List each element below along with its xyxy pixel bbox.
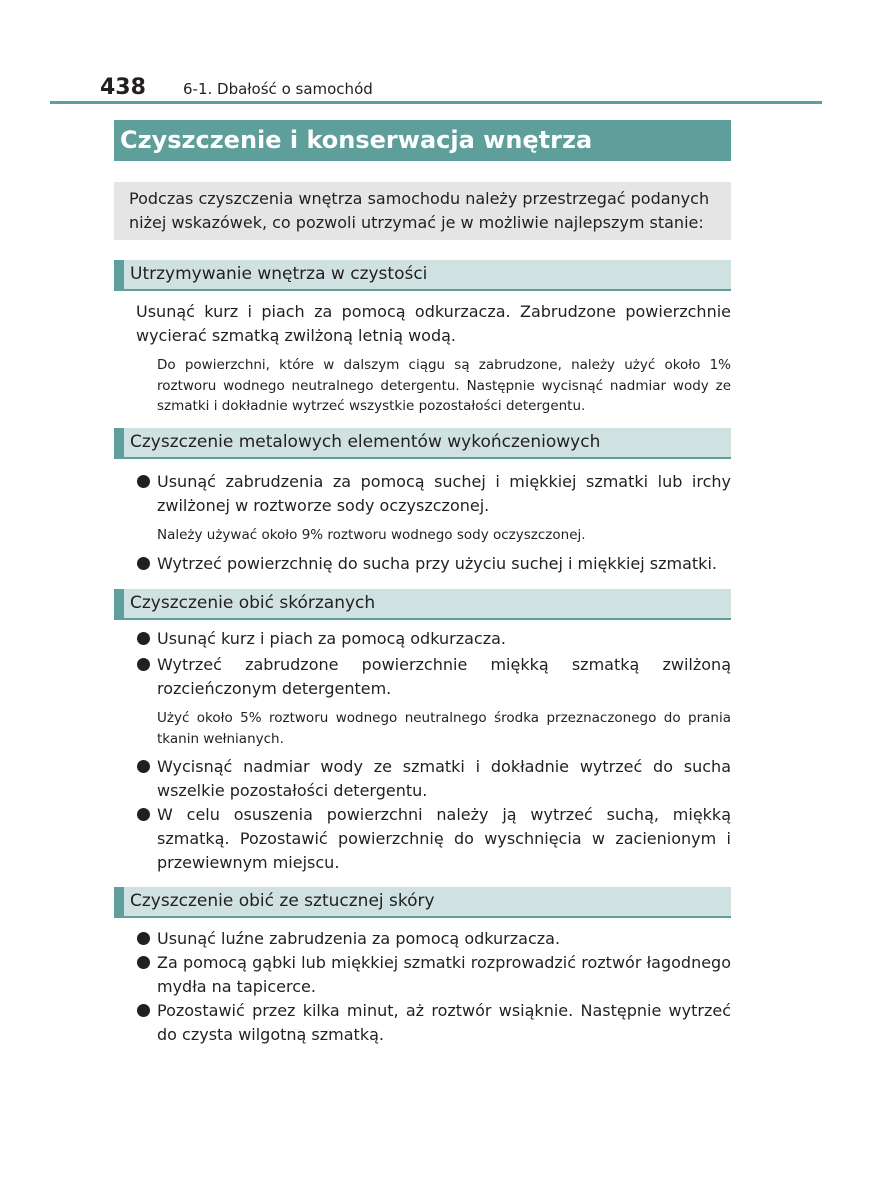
bullet-icon [137,932,150,945]
bullet-icon [137,760,150,773]
list-item-text: Wycisnąć nadmiar wody ze szmatki i dokładnie wytrzeć do sucha wszelkie pozostałości detergentu. [157,757,731,800]
section-paragraph: Usunąć kurz i piach za pomocą odkurzacza. Zabrudzone powierzchnie wycierać szmatką zwilżoną letnią wodą. [136,302,731,345]
section-accent [114,260,124,289]
bullet-icon [137,557,150,570]
page-title: Czyszczenie i konserwacja wnętrza [114,120,731,161]
bullet-icon [137,808,150,821]
section-heading-metal-trim [114,428,731,459]
list-item-text: Za pomocą gąbki lub miękkiej szmatki rozprowadzić roztwór łagodnego mydła na tapicerce. [157,953,731,996]
list-item-text: Wytrzeć zabrudzone powierzchnie miękką szmatką zwilżoną rozcieńczonym detergentem. [157,655,731,698]
section-accent [114,887,124,916]
bullet-icon [137,632,150,645]
bullet-icon [137,1004,150,1017]
section-heading-label: Utrzymywanie wnętrza w czystości [130,264,428,284]
section-note: Do powierzchni, które w dalszym ciągu są zabrudzone, należy użyć około 1% roztworu wodnego neutralnego detergentu. Następnie wycisnąć nadmiar wody ze szmatki i dokładnie wytrzeć wszystkie pozostałości detergentu. [157,357,731,414]
chapter-title: 6-1. Dbałość o samochód [183,80,373,98]
section-heading-interior-cleaning [114,260,731,291]
list-item [136,470,731,518]
section-heading-label: Czyszczenie obić skórzanych [130,593,376,613]
page-header [100,74,820,102]
list-item [136,927,731,951]
list-item-text: Usunąć zabrudzenia za pomocą suchej i miękkiej szmatki lub irchy zwilżonej w roztworze sody oczyszczonej. [157,472,731,515]
list-item-text: Pozostawić przez kilka minut, aż roztwór wsiąknie. Następnie wytrzeć do czysta wilgotną szmatką. [157,1001,731,1044]
bullet-icon [137,658,150,671]
section-accent [114,428,124,457]
section-heading-label: Czyszczenie obić ze sztucznej skóry [130,891,435,911]
section-heading-leather [114,589,731,620]
bullet-icon [137,475,150,488]
list-item [136,951,731,999]
section-note: Należy używać około 9% roztworu wodnego sody oczyszczonej. [157,527,586,543]
list-item [136,627,731,651]
section-heading-label: Czyszczenie metalowych elementów wykończeniowych [130,432,601,452]
page-number: 438 [100,75,146,100]
list-item [136,803,731,875]
header-rule [50,101,822,104]
list-item-text: W celu osuszenia powierzchni należy ją wytrzeć suchą, miękką szmatką. Pozostawić powierzchnię do wyschnięcia w zacienionym i przewiewnym miejscu. [157,805,731,872]
list-item-text: Usunąć kurz i piach za pomocą odkurzacza. [157,629,506,648]
intro-box: Podczas czyszczenia wnętrza samochodu należy przestrzegać podanych niżej wskazówek, co pozwoli utrzymać je w możliwie najlepszym stanie: [114,182,731,240]
list-item [136,999,731,1047]
section-note: Użyć około 5% roztworu wodnego neutralnego środka przeznaczonego do prania tkanin wełnianych. [157,710,731,747]
list-item-text: Wytrzeć powierzchnię do sucha przy użyciu suchej i miękkiej szmatki. [157,554,717,573]
list-item [136,653,731,701]
bullet-icon [137,956,150,969]
list-item [136,552,731,576]
section-accent [114,589,124,618]
list-item [136,755,731,803]
section-heading-artificial-leather [114,887,731,918]
list-item-text: Usunąć luźne zabrudzenia za pomocą odkurzacza. [157,929,561,948]
